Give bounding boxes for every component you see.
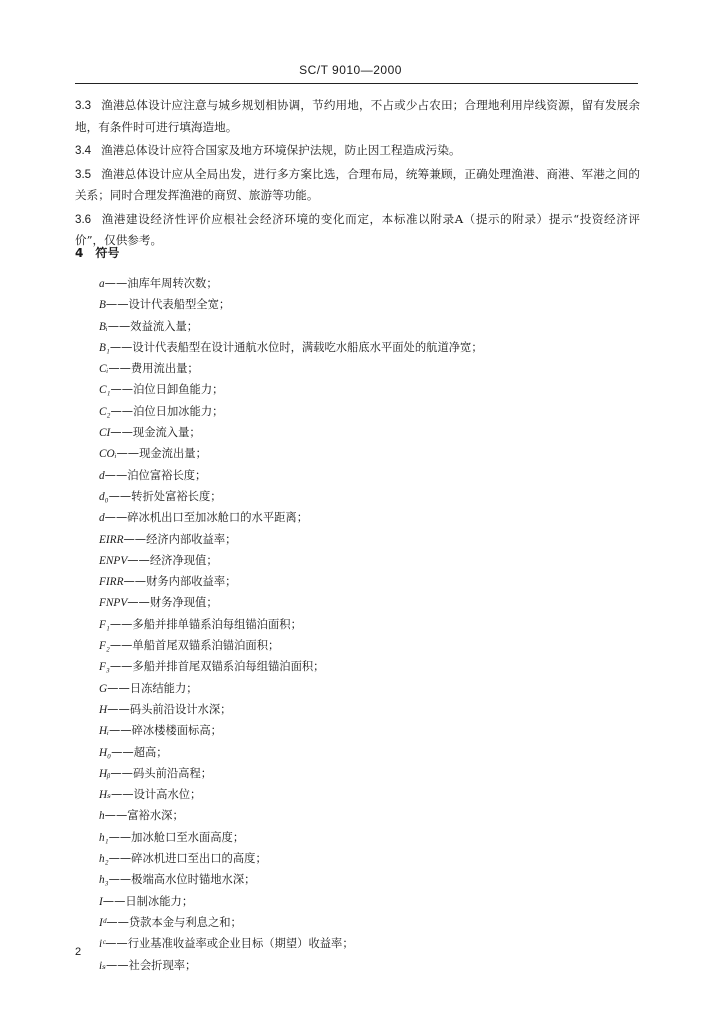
symbol-separator: —— (127, 553, 150, 567)
symbol-description: 极端高水位时锚地水深； (131, 873, 256, 887)
symbol-item (99, 869, 483, 890)
symbol-separator: —— (108, 852, 132, 866)
symbol-code: CI (99, 427, 111, 440)
symbol-item (99, 294, 483, 315)
symbol-description: 多船并排单锚系泊每组锚泊面积； (132, 617, 302, 631)
symbol-description: 单船首尾双锚系泊锚泊面积； (132, 639, 280, 653)
symbol-description: 碎冰机出口至加冰舱口的水平距离； (127, 511, 309, 525)
symbol-item (99, 316, 483, 337)
symbol-separator: —— (104, 809, 128, 823)
symbol-code: Hₛ (99, 789, 111, 802)
clauses-block (75, 95, 640, 254)
symbol-item (99, 720, 483, 741)
symbol-description: 经济净现值； (149, 553, 218, 567)
symbol-item (99, 401, 483, 422)
symbol-item (99, 550, 483, 571)
symbol-description: 富裕水深； (127, 809, 184, 823)
symbol-separator: —— (127, 596, 150, 610)
symbol-separator: —— (110, 788, 134, 802)
symbol-separator: —— (108, 830, 132, 844)
symbol-separator: —— (104, 277, 128, 290)
symbol-code: C₂ (99, 405, 111, 418)
symbol-code: h₂ (99, 853, 109, 866)
symbol-separator: —— (111, 745, 134, 759)
clause-text: 渔港总体设计应符合国家及地方环境保护法规，防止因工程造成污染。 (101, 143, 461, 157)
symbol-item (99, 933, 483, 954)
symbol-separator: —— (109, 639, 133, 653)
standard-code-header: SC/T 9010—2000 (299, 63, 402, 77)
symbol-description: 费用流出量； (130, 362, 199, 376)
symbol-item (99, 592, 483, 613)
symbol-separator: —— (104, 511, 128, 525)
symbol-item (99, 678, 483, 699)
symbol-description: 效益流入量； (130, 319, 199, 333)
symbol-description: 碎冰楼楼面标高； (131, 724, 222, 738)
symbol-list (99, 273, 483, 976)
symbol-item (99, 805, 483, 826)
symbol-item (99, 955, 483, 976)
symbol-code: Hᵢ (99, 725, 109, 738)
symbol-item (99, 614, 483, 635)
symbol-separator: —— (107, 702, 130, 716)
symbol-description: 设计代表船型全宽； (128, 298, 231, 312)
symbol-description: 设计代表船型在设计通航水位时，满载吃水船底水平面处的航道净宽； (132, 340, 483, 354)
symbol-separator: —— (110, 426, 133, 440)
symbol-code: Cᵢ (99, 363, 109, 376)
symbol-code: C₁ (99, 384, 111, 397)
symbol-description: 现金流入量； (132, 426, 201, 440)
symbol-separator: —— (109, 617, 133, 631)
symbol-item (99, 763, 483, 784)
symbol-separator: —— (108, 873, 132, 887)
symbol-code: F₁ (99, 618, 110, 631)
section-heading (75, 244, 119, 261)
symbol-description: 泊位日加冰能力； (133, 404, 224, 418)
symbol-code: I (99, 895, 103, 908)
symbol-item (99, 635, 483, 656)
symbol-description: 转折处富裕长度； (131, 489, 222, 503)
symbol-code: iᶜ (99, 938, 106, 951)
symbol-separator: —— (108, 724, 132, 738)
symbol-code: B (99, 299, 106, 312)
symbol-item (99, 422, 483, 443)
symbol-code: COᵢ (99, 448, 117, 461)
symbol-code: FNPV (99, 597, 128, 610)
symbol-code: F₂ (99, 640, 110, 653)
symbol-code: h₁ (99, 831, 109, 844)
symbol-description: 油库年周转次数； (127, 277, 218, 290)
symbol-separator: —— (105, 298, 129, 312)
symbol-code: h₃ (99, 874, 109, 887)
clause-paragraph (75, 164, 640, 207)
symbol-item (99, 912, 483, 933)
symbol-description: 加冰舱口至水面高度； (131, 830, 245, 844)
symbol-description: 贷款本金与利息之和； (128, 915, 242, 929)
symbol-separator: —— (105, 937, 128, 951)
clause-paragraph (75, 209, 640, 252)
symbol-description: 现金流出量； (139, 447, 207, 461)
clause-number: 3.5 (75, 167, 92, 181)
header-rule (75, 83, 638, 84)
clause-number: 3.4 (75, 144, 92, 157)
symbol-code: h (99, 810, 105, 823)
symbol-code: d₀ (99, 490, 109, 503)
symbol-separator: —— (110, 404, 134, 418)
symbol-separator: —— (104, 468, 128, 482)
symbol-separator: —— (105, 958, 129, 972)
symbol-separator: —— (109, 340, 133, 354)
symbol-code: Bᵢ (99, 320, 108, 333)
symbol-description: 财务内部收益率； (146, 575, 237, 589)
clause-text: 渔港总体设计应注意与城乡规划相协调，节约用地，不占或少占农田；合理地利用岸线资源，留有发展余地，有条件时可进行填海造地。 (75, 98, 640, 134)
symbol-item (99, 486, 483, 507)
symbol-description: 超高； (133, 745, 168, 759)
clause-paragraph (75, 95, 640, 138)
clause-paragraph (75, 140, 640, 162)
symbol-item (99, 891, 483, 912)
section-number: 4 (75, 246, 84, 260)
clause-text: 渔港总体设计应从全局出发，进行多方案比选，合理布局，统筹兼顾，正确处理渔港、商港、军港之间的关系；同时合理发挥渔港的商贸、旅游等功能。 (75, 166, 640, 202)
symbol-item (99, 571, 483, 592)
symbol-separator: —— (108, 362, 131, 376)
symbol-code: d (99, 469, 105, 482)
page-number: 2 (75, 946, 82, 958)
symbol-separator: —— (102, 894, 126, 908)
symbol-code: H₀ (99, 746, 112, 759)
symbol-description: 行业基准收益率或企业目标（期望）收益率； (127, 937, 354, 951)
symbol-item (99, 507, 483, 528)
symbol-description: 码头前沿设计水深； (129, 702, 232, 716)
symbol-code: B₁ (99, 341, 110, 354)
section-title: 符号 (95, 246, 120, 260)
symbol-item (99, 529, 483, 550)
symbol-description: 设计高水位； (133, 788, 202, 802)
symbol-item (99, 699, 483, 720)
symbol-item (99, 358, 483, 379)
symbol-code: EIRR (99, 533, 124, 546)
symbol-separator: —— (106, 915, 129, 929)
symbol-description: 社会折现率； (128, 958, 197, 972)
symbol-separator: —— (107, 319, 131, 333)
symbol-description: 财务净现值； (149, 596, 218, 610)
symbol-separator: —— (110, 383, 134, 397)
symbol-description: 多船并排首尾双锚系泊每组锚泊面积； (132, 660, 325, 674)
symbol-separator: —— (110, 766, 133, 780)
symbol-code: ENPV (99, 554, 128, 567)
symbol-code: d (99, 512, 105, 525)
symbol-code: H (99, 703, 108, 716)
symbol-code: G (99, 682, 108, 695)
symbol-code: F₃ (99, 661, 110, 674)
symbol-item (99, 337, 483, 358)
symbol-item (99, 784, 483, 805)
symbol-item (99, 742, 483, 763)
clause-number: 3.3 (75, 99, 92, 112)
symbol-item (99, 848, 483, 869)
symbol-code: FIRR (99, 576, 124, 589)
symbol-description: 泊位富裕长度； (127, 468, 207, 482)
symbol-code: Iᵈ (99, 916, 107, 929)
clause-number: 3.6 (75, 212, 92, 226)
symbol-item (99, 379, 483, 400)
symbol-separator: —— (116, 447, 140, 461)
symbol-separator: —— (108, 489, 132, 503)
symbol-separator: —— (123, 575, 147, 589)
symbol-code: Hᵦ (99, 767, 111, 780)
symbol-description: 码头前沿高程； (132, 766, 213, 780)
symbol-separator: —— (109, 660, 133, 674)
clause-text: 渔港建设经济性评价应根社会经济环境的变化而定，本标准以附录A（提示的附录）提示“投资经济评价”，仅供参考。 (75, 211, 640, 247)
symbol-separator: —— (123, 532, 147, 546)
symbol-description: 日制冰能力； (125, 894, 194, 908)
symbol-item (99, 273, 483, 294)
symbol-item (99, 656, 483, 677)
symbol-description: 泊位日卸鱼能力； (133, 383, 224, 397)
symbol-item (99, 443, 483, 464)
symbol-description: 经济内部收益率； (146, 532, 237, 546)
symbol-item (99, 465, 483, 486)
symbol-code: a (99, 278, 105, 290)
symbol-description: 碎冰机进口至出口的高度； (131, 852, 267, 866)
symbol-separator: —— (107, 681, 130, 695)
symbol-code: iₛ (99, 959, 106, 972)
symbol-description: 日冻结能力； (129, 681, 198, 695)
symbol-item (99, 827, 483, 848)
